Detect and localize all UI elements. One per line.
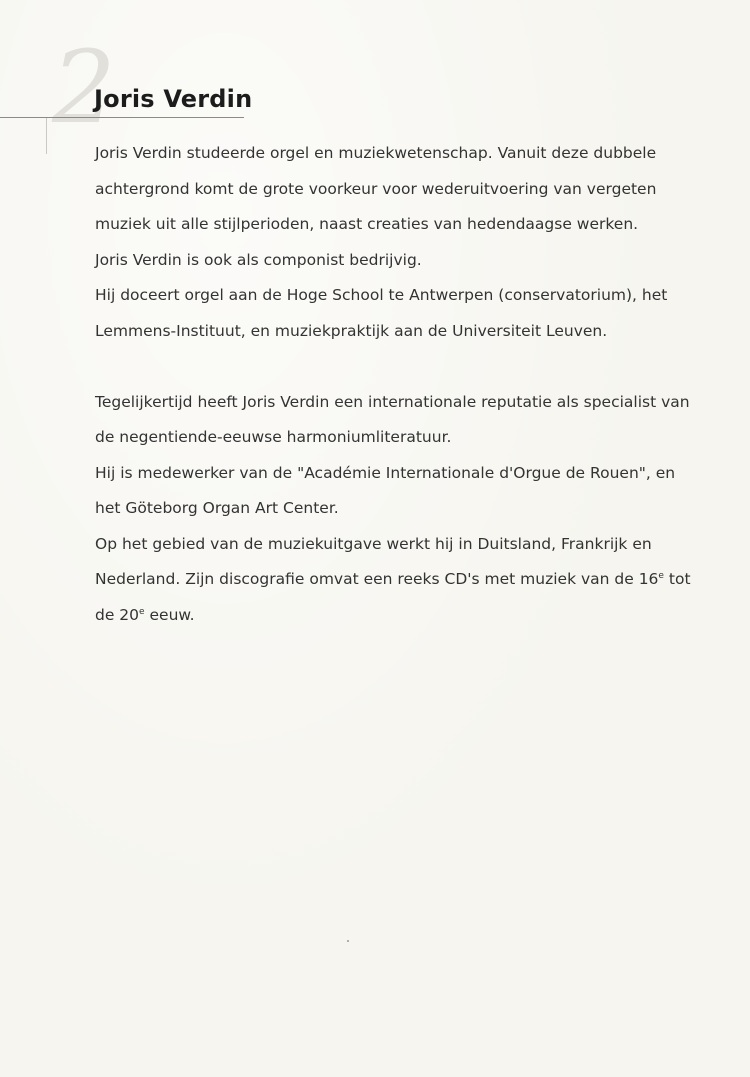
body-text — [95, 139, 715, 636]
paragraph-2-line-1: Tegelijkertijd heeft Joris Verdin een internationale reputatie als specialist van — [95, 392, 690, 411]
paragraph-2-line-3: Hij is medewerker van de "Académie Internationale d'Orgue de Rouen", en — [95, 463, 676, 482]
page-title: Joris Verdin — [94, 85, 253, 113]
paragraph-2-line-2: de negentiende-eeuwse harmoniumliteratuur. — [95, 428, 452, 446]
paragraph-1-line-3: muziek uit alle stijlperioden, naast creaties van hedendaagse werken. — [95, 215, 639, 233]
paragraph-1-line-5: Hij doceert orgel aan de Hoge School te Antwerpen (conservatorium), het — [95, 286, 668, 304]
paragraph-2-line-4: het Göteborg Organ Art Center. — [95, 499, 339, 517]
paragraph-2-line-6 — [95, 565, 715, 601]
paragraph-1-line-2: achtergrond komt de grote voorkeur voor wederuitvoering van vergeten — [95, 179, 657, 198]
paragraph-2-line-7 — [95, 601, 715, 637]
line-text: tot — [663, 570, 691, 588]
title-underline — [0, 117, 244, 118]
margin-rule — [46, 118, 47, 154]
paper-speck — [347, 940, 349, 942]
paragraph-1-line-1: Joris Verdin studeerde orgel en muziekwetenschap. Vanuit deze dubbele — [95, 144, 657, 162]
paragraph-gap — [95, 352, 715, 388]
paragraph-2-line-5: Op het gebied van de muziekuitgave werkt hij in Duitsland, Frankrijk en — [95, 534, 652, 553]
page-number-watermark: 2 — [52, 29, 116, 146]
superscript-e: e — [139, 606, 145, 617]
superscript-e: e — [658, 570, 664, 581]
line-text: eeuw. — [144, 605, 195, 624]
line-text: Nederland. Zijn discografie omvat een reeks CD's met muziek van de 16 — [95, 570, 659, 588]
paragraph-1-line-6: Lemmens-Instituut, en muziekpraktijk aan de Universiteit Leuven. — [95, 321, 608, 340]
paragraph-1-line-4: Joris Verdin is ook als componist bedrijvig. — [95, 250, 422, 269]
line-text: de 20 — [95, 605, 140, 624]
